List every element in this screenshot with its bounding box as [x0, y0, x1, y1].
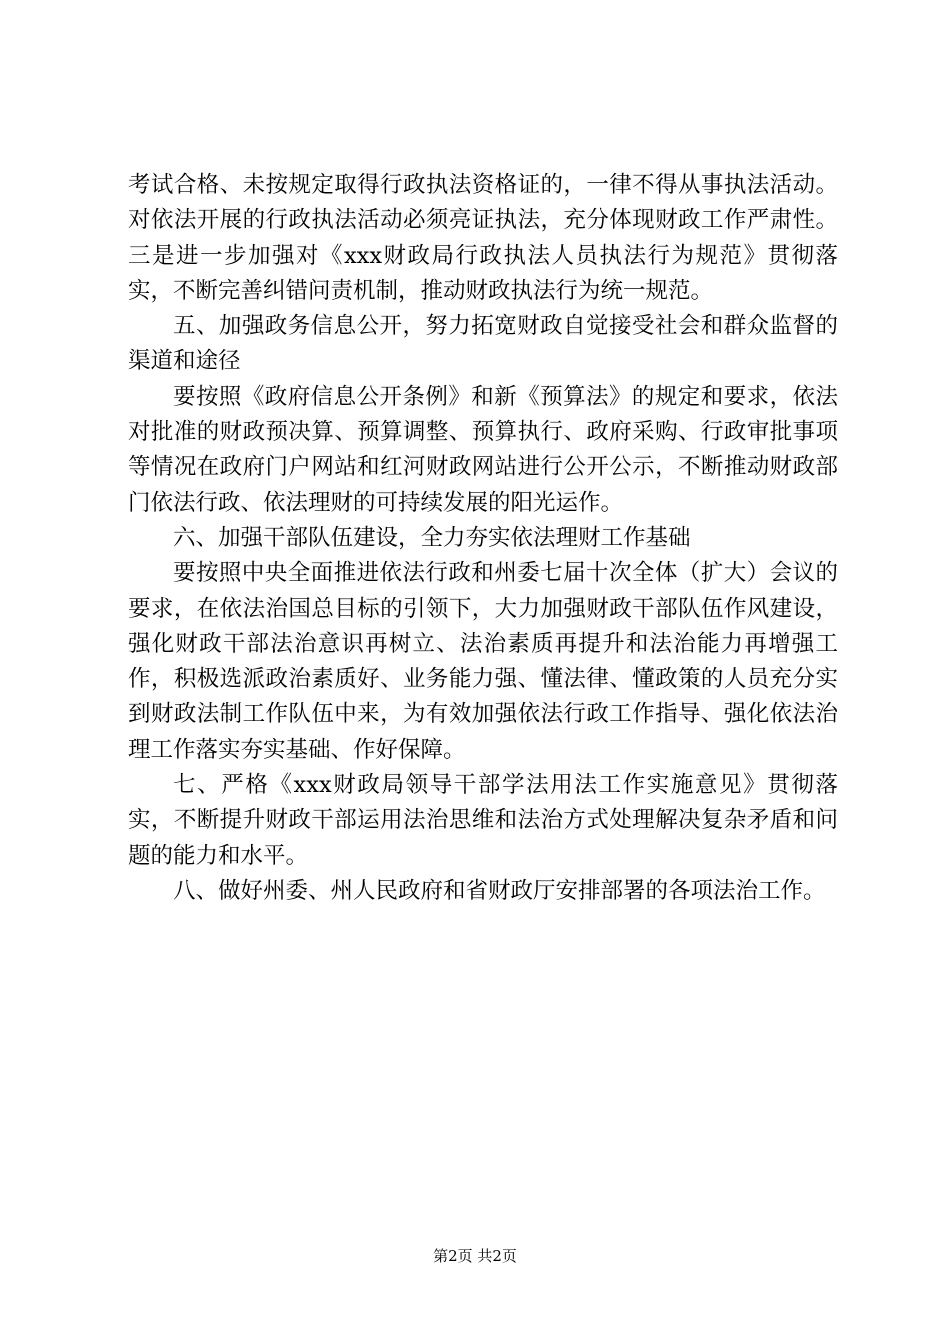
section-7: 七、严格《xxx财政局领导干部学法用法工作实施意见》贯彻落实，不断提升财政干部运用法治思维和法治方式处理解决复杂矛盾和问题的能力和水平。 — [128, 772, 838, 869]
section-8: 八、做好州委、州人民政府和省财政厅安排部署的各项法治工作。 — [173, 877, 826, 904]
document-body — [128, 168, 838, 909]
paragraph-section-6: 要按照中央全面推进依法行政和州委七届十次全体（扩大）会议的要求，在依法治国总目标的引领下，大力加强财政干部队伍作风建设，强化财政干部法治意识再树立、法治素质再提升和法治能力再增强工作，积极选派政治素质好、业务能力强、懂法律、懂政策的人员充分实到财政法制工作队伍中来，为有效加强依法行政工作指导、强化依法治理工作落实夯实基础、作好保障。 — [128, 560, 838, 763]
section-heading-5: 五、加强政务信息公开，努力拓宽财政自觉接受社会和群众监督的渠道和途径 — [128, 313, 838, 375]
section-heading-6: 六、加强干部队伍建设，全力夯实依法理财工作基础 — [173, 524, 691, 551]
paragraph-continuation: 考试合格、未按规定取得行政执法资格证的，一律不得从事执法活动。对依法开展的行政执法活动必须亮证执法，充分体现财政工作严肃性。三是进一步加强对《xxx财政局行政执法人员执法行为规范》贯彻落实，不断完善纠错问责机制，推动财政执法行为统一规范。 — [128, 172, 838, 304]
page-number-footer: 第2页 共2页 — [433, 1247, 517, 1265]
paragraph-section-5: 要按照《政府信息公开条例》和新《预算法》的规定和要求，依法对批准的财政预决算、预算调整、预算执行、政府采购、行政审批事项等情况在政府门户网站和红河财政网站进行公开公示，不断推动财政部门依法行政、依法理财的可持续发展的阳光运作。 — [128, 383, 838, 516]
